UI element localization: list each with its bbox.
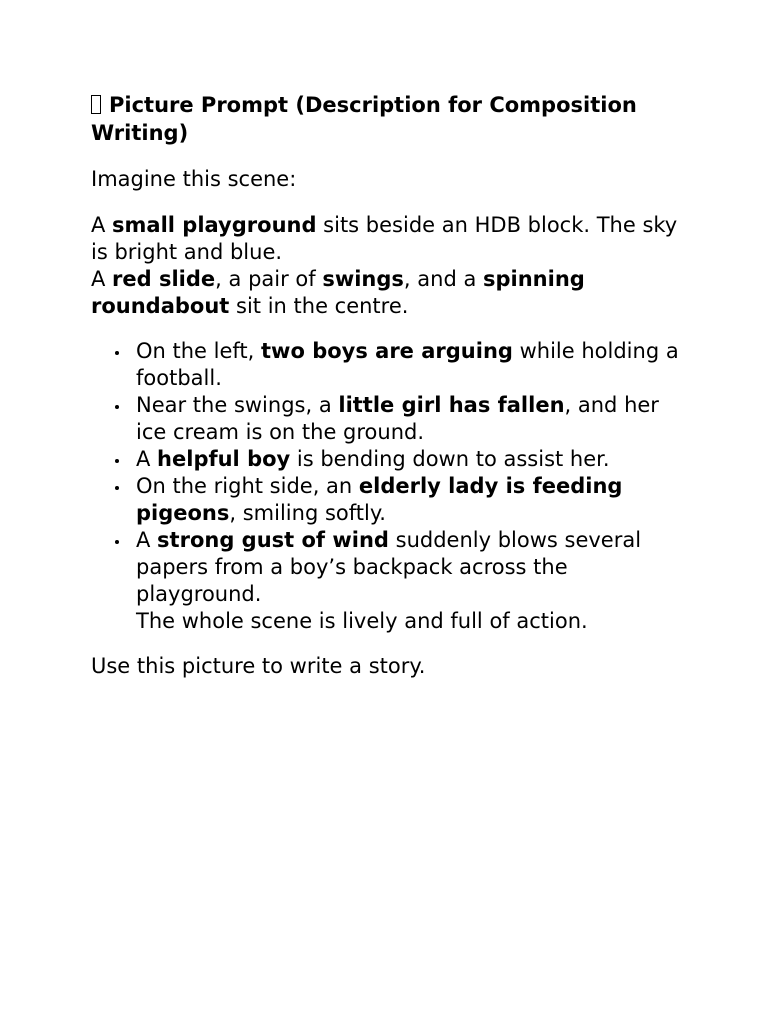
desc-bold: swings bbox=[322, 267, 404, 291]
desc-text: A bbox=[91, 267, 113, 291]
desc-text: sits beside an HDB block. The sky is bright and blue. bbox=[91, 213, 678, 264]
list-item-text: A bbox=[136, 447, 158, 471]
list-item-text: is bending down to assist her. bbox=[290, 447, 610, 471]
desc-text: A bbox=[91, 213, 113, 237]
page-title-text: Picture Prompt (Description for Composition Writing) bbox=[91, 93, 637, 145]
list-item bbox=[136, 527, 688, 635]
list-item-text: On the right side, an bbox=[136, 474, 359, 498]
desc-text: , and a bbox=[403, 267, 483, 291]
desc-text: , a pair of bbox=[215, 267, 323, 291]
list-item bbox=[136, 392, 688, 446]
list-item-bold: elderly lady is feeding pigeons bbox=[136, 474, 623, 525]
list-item-text: Near the swings, a bbox=[136, 393, 339, 417]
scene-description bbox=[91, 212, 688, 320]
list-item-bold: two boys are arguing bbox=[261, 339, 513, 363]
list-item bbox=[136, 338, 688, 392]
list-item-text: suddenly blows several papers from a boy’s backpack across the playground. bbox=[136, 528, 642, 606]
desc-bold: red slide bbox=[112, 267, 216, 291]
desc-text: sit in the centre. bbox=[229, 294, 409, 318]
list-item-text: while holding a football. bbox=[136, 339, 679, 390]
unrendered-glyph-icon bbox=[91, 95, 101, 114]
list-item bbox=[136, 446, 688, 473]
list-item bbox=[136, 473, 688, 527]
desc-bold: small playground bbox=[112, 213, 317, 237]
desc-bold: spinning roundabout bbox=[91, 267, 585, 318]
intro-text: Imagine this scene: bbox=[91, 167, 297, 191]
list-item-text: , and her ice cream is on the ground. bbox=[136, 393, 659, 444]
closing-instruction: Use this picture to write a story. bbox=[91, 654, 426, 678]
list-item-text: The whole scene is lively and full of action. bbox=[136, 609, 588, 633]
list-item-text: On the left, bbox=[136, 339, 262, 363]
scene-details-list bbox=[91, 338, 688, 635]
list-item-bold: helpful boy bbox=[157, 447, 291, 471]
list-item-text: , smiling softly. bbox=[229, 501, 386, 525]
list-item-bold: strong gust of wind bbox=[157, 528, 389, 552]
list-item-text: A bbox=[136, 528, 158, 552]
list-item-bold: little girl has fallen bbox=[338, 393, 565, 417]
page-title bbox=[91, 91, 688, 147]
